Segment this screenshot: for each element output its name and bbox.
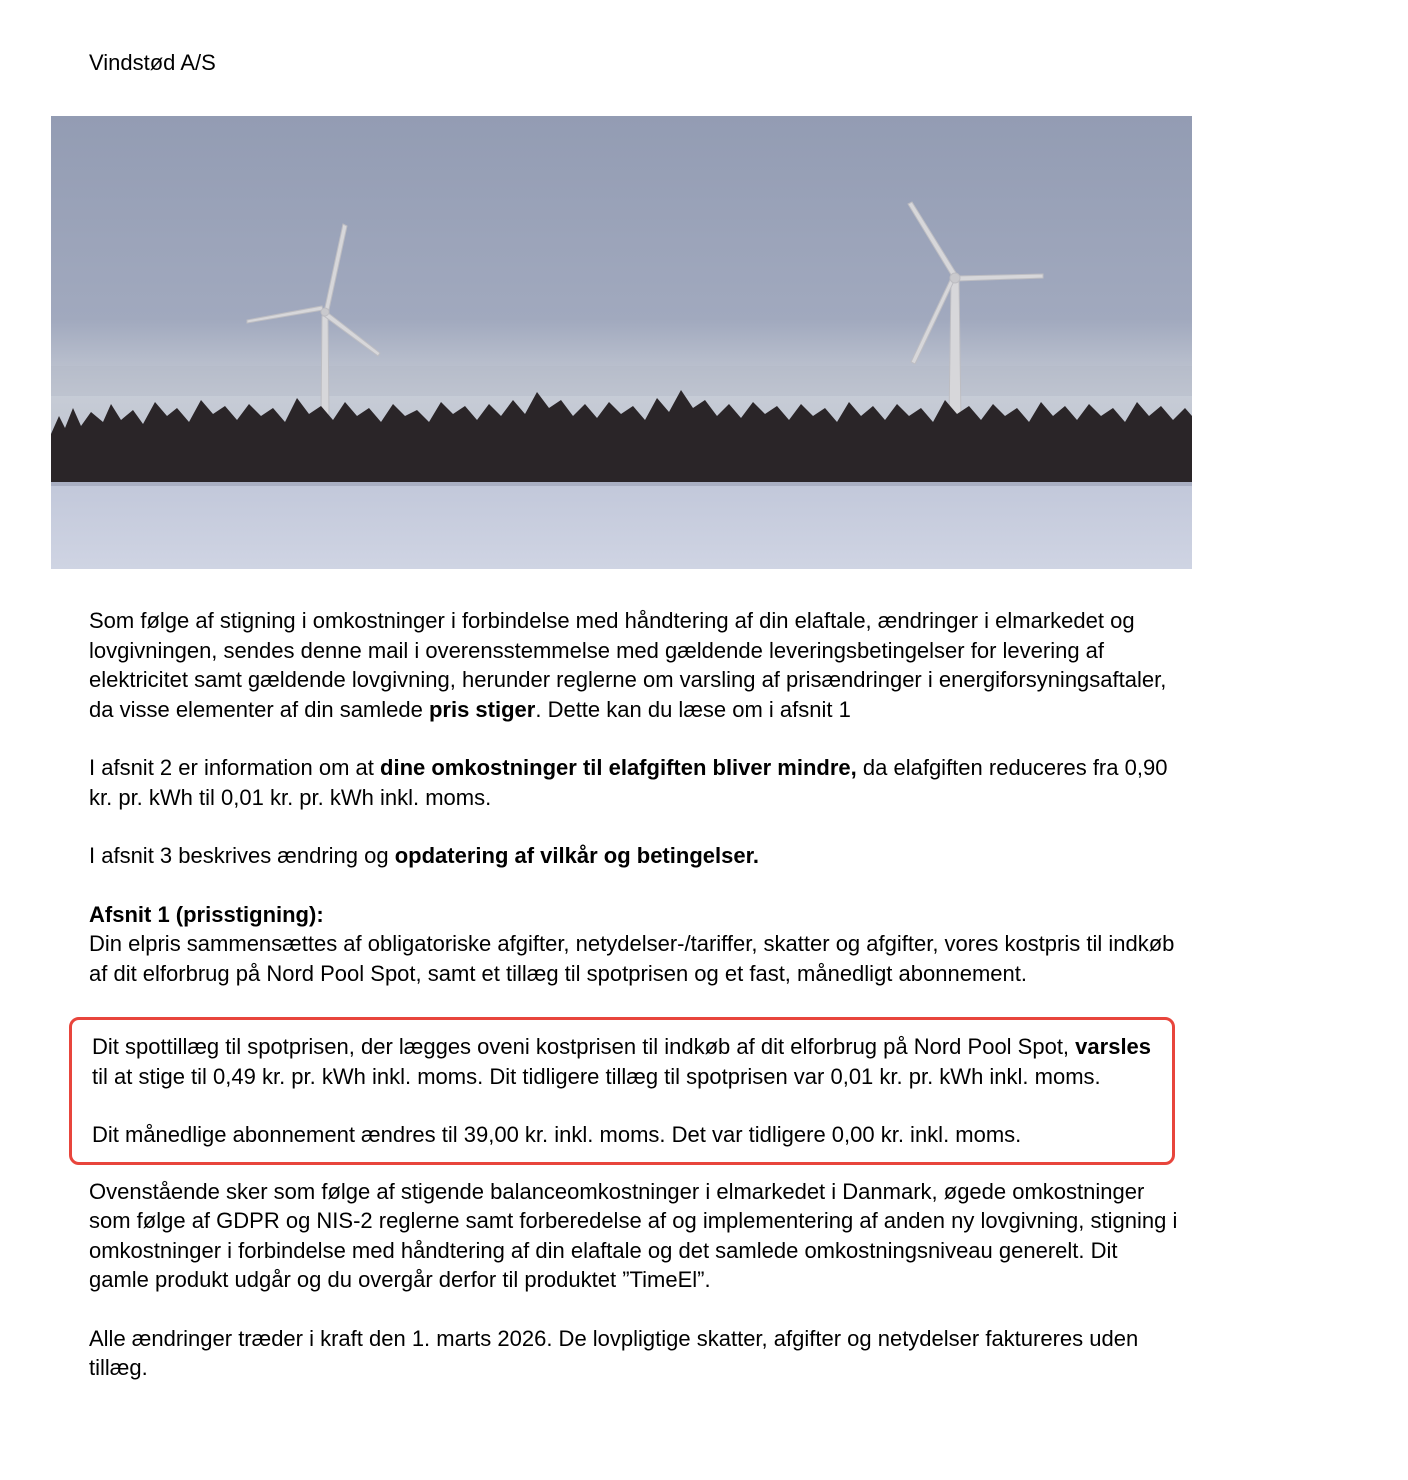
intro-paragraph-1: Som følge af stigning i omkostninger i forbindelse med håndtering af din elaftale, ændringer i elmarkedet og lovgivningen, sendes denne mail i overensstemmelse med gældende leveringsbetingelser for levering af elektricitet samt gældende lovgivning, herunder reglerne om varsling af prisændringer i energiforsyningsaftaler, da visse elementer af din samlede pris stiger. Dette kan du læse om i afsnit 1	[89, 608, 1167, 722]
section-1-title: Afsnit 1 (prisstigning):	[89, 901, 324, 927]
intro-paragraph-2: I afsnit 2 er information om at dine omkostninger til elafgiften bliver mindre, da elafgiften reduceres fra 0,90 kr. pr. kWh til 0,01 kr. pr. kWh inkl. moms.	[89, 755, 1168, 810]
subscription-paragraph: Dit månedlige abonnement ændres til 39,00 kr. inkl. moms. Det var tidligere 0,00 kr. inkl. moms.	[92, 1122, 1022, 1147]
spot-surcharge-paragraph: Dit spottillæg til spotprisen, der lægges oveni kostprisen til indkøb af dit elforbrug på Nord Pool Spot, varsles til at stige til 0,49 kr. pr. kWh inkl. moms. Dit tidligere tillæg til spotprisen var 0,01 kr. pr. kWh inkl. moms.	[92, 1034, 1152, 1089]
email-body	[89, 606, 1179, 1412]
snow-field	[51, 484, 1192, 569]
wind-turbine-image	[51, 116, 1192, 569]
intro-paragraph-3: I afsnit 3 beskrives ændring og opdatering af vilkår og betingelser.	[89, 843, 760, 868]
reason-paragraph: Ovenstående sker som følge af stigende balanceomkostninger i elmarkedet i Danmark, øgede omkostninger som følge af GDPR og NIS-2 reglerne samt forberedelse af og implementering af anden ny lovgivning, stigning i omkostninger i forbindelse med håndtering af din elaftale og det samlede omkostningsniveau generelt. Dit gamle produkt udgår og du overgår derfor til produktet ”TimeEl”.	[89, 1178, 1178, 1292]
section-1-body: Din elpris sammensættes af obligatoriske afgifter, netydelser-/tariffer, skatter og afgifter, vores kostpris til indkøb af dit elforbrug på Nord Pool Spot, samt et tillæg til spotprisen og et fast, månedligt abonnement.	[89, 931, 1175, 986]
effective-date-paragraph: Alle ændringer træder i kraft den 1. marts 2026. De lovpligtige skatter, afgifter og netydelser faktureres uden tillæg.	[89, 1325, 1139, 1380]
price-change-highlight	[69, 1017, 1175, 1165]
sender-name: Vindstød A/S	[89, 50, 216, 75]
